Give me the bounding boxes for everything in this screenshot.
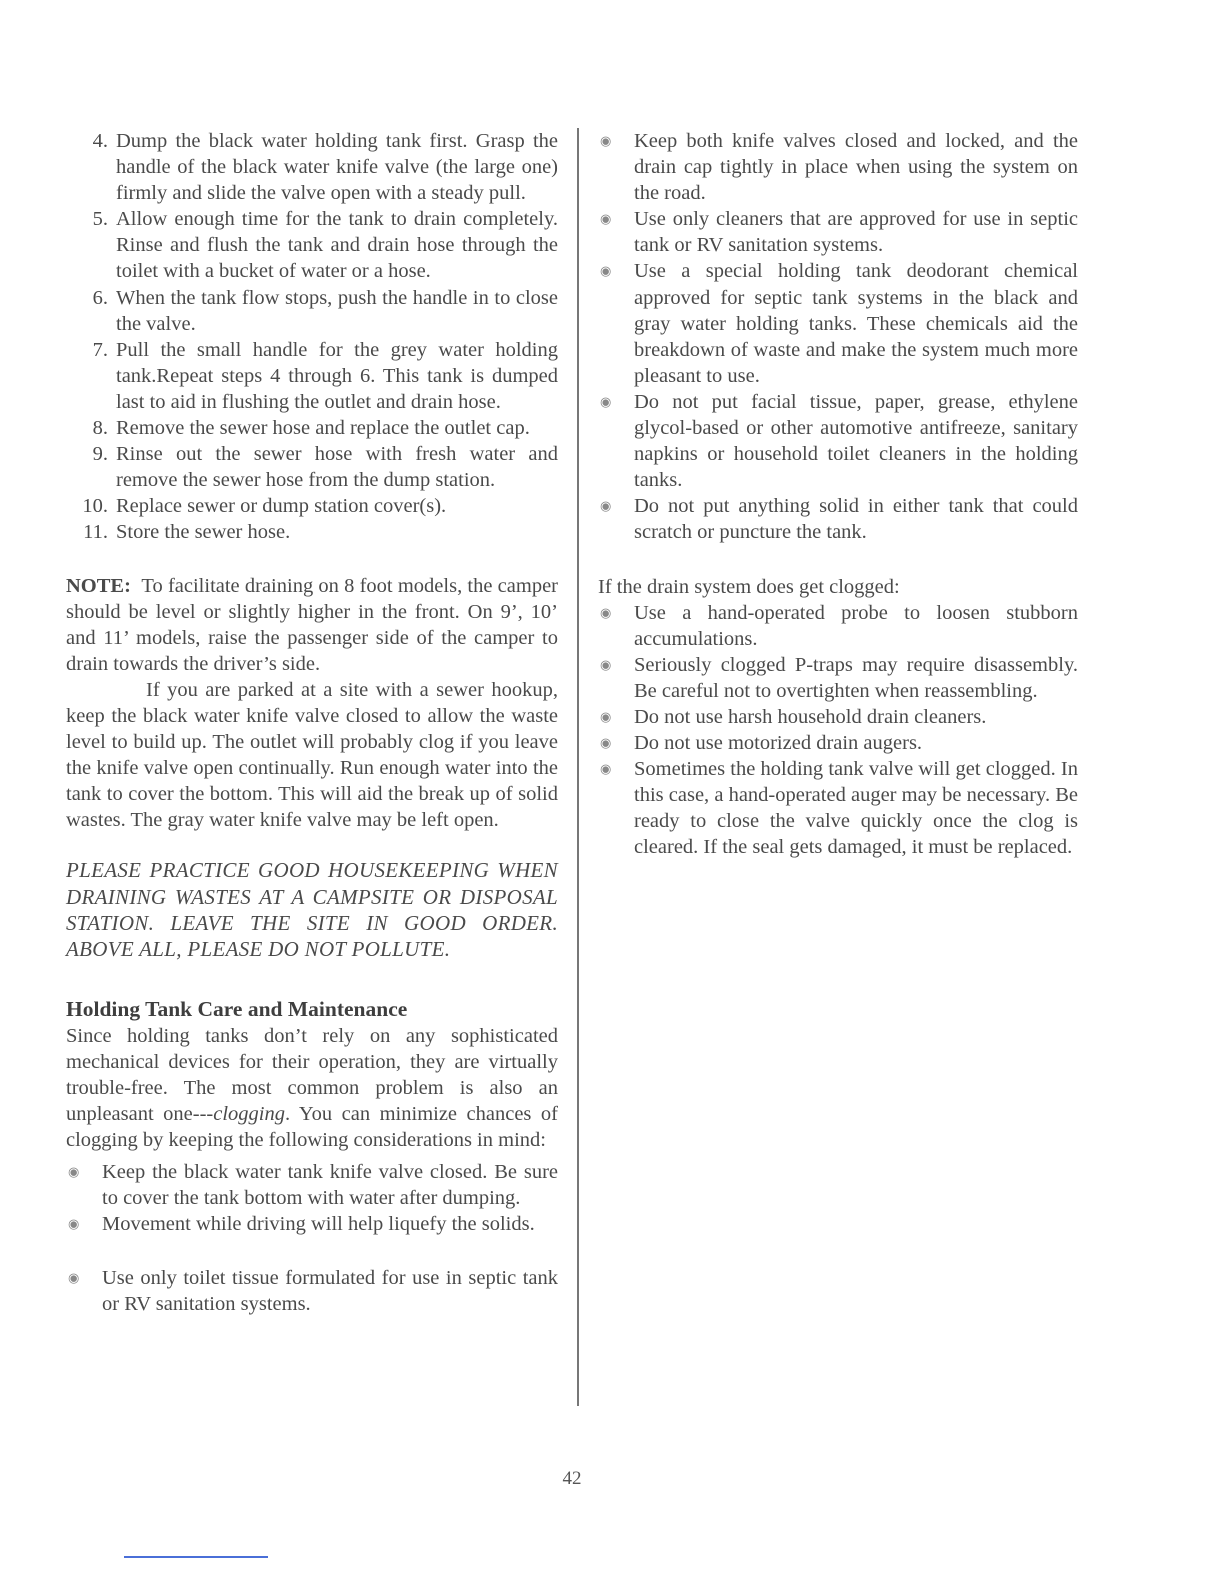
list-item: ◉ Use only cleaners that are approved for use in septic tank or RV sanitation systems.: [600, 208, 1078, 257]
bullet-icon: ◉: [600, 263, 612, 279]
section-heading: Holding Tank Care and Maintenance: [66, 996, 408, 1021]
bullet-icon: ◉: [600, 393, 612, 409]
list-item: 8. Remove the sewer hose and replace the outlet cap.: [92, 417, 530, 440]
bullet-icon: ◉: [600, 498, 612, 514]
bullet-icon: ◉: [68, 1216, 80, 1232]
bullet-icon: ◉: [600, 604, 612, 620]
housekeeping-notice: PLEASE PRACTICE GOOD HOUSEKEEPING WHEN DRAINING WASTES AT A CAMPSITE OR DISPOSAL STATION. LEAVE THE SITE IN GOOD ORDER. ABOVE ALL, PLEASE DO NOT POLLUTE.: [66, 858, 558, 962]
footer-rule: [124, 1556, 268, 1558]
list-item: ◉ Keep both knife valves closed and locked, and the drain cap tightly in place when using the system on the road.: [600, 130, 1078, 205]
bullet-icon: ◉: [600, 656, 612, 672]
list-item: 11. Store the sewer hose.: [83, 521, 291, 544]
clog-intro: If the drain system does get clogged:: [598, 575, 900, 598]
note-paragraph: NOTE: To facilitate draining on 8 foot models, the camper should be level or slightly higher in the front. On 9’, 10’ and 11’ models, raise the passenger side of the camper to drain towards the driver’s side.: [66, 574, 559, 675]
list-item: ◉ Do not put anything solid in either tank that could scratch or puncture the tank.: [600, 495, 1078, 544]
list-item: ◉ Movement while driving will help liquefy the solids.: [66, 1211, 558, 1237]
list-item: 7. Pull the small handle for the grey water holding tank.Repeat steps 4 through 6. This tank is dumped last to aid in flushing the outlet and drain hose.: [92, 338, 558, 413]
list-item: 10. Replace sewer or dump station cover(s).: [82, 495, 447, 518]
maintenance-tips-right: [598, 128, 1078, 546]
list-item: ◉ Use only toilet tissue formulated for use in septic tank or RV sanitation systems.: [68, 1267, 558, 1316]
list-item: ◉ Seriously clogged P-traps may require disassembly. Be careful not to overtighten when reassembling.: [600, 653, 1078, 702]
maintenance-tips-left: [66, 1159, 558, 1317]
list-item: 6. When the tank flow stops, push the handle in to close the valve.: [92, 286, 558, 335]
bullet-icon: ◉: [600, 761, 612, 777]
list-item: ◉ Do not put facial tissue, paper, grease, ethylene glycol-based or other automotive antifreeze, sanitary napkins or household toilet cleaners in the holding tanks.: [600, 390, 1078, 492]
clog-tips-list: [598, 600, 1078, 861]
right-column: [598, 128, 1078, 861]
dumping-steps-list: [66, 128, 558, 546]
maintenance-intro: Since holding tanks don’t rely on any sophisticated mechanical devices for their operation, they are virtually trouble-free. The most common problem is also an unpleasant one---clogging. You can minimize chances of clogging by keeping the following considerations in mind:: [66, 1024, 558, 1151]
list-item: 9. Rinse out the sewer hose with fresh water and remove the sewer hose from the dump station.: [92, 443, 558, 492]
bullet-icon: ◉: [600, 708, 612, 724]
bullet-icon: ◉: [600, 133, 612, 148]
bullet-icon: ◉: [68, 1164, 80, 1180]
list-item: ◉ Do not use motorized drain augers.: [598, 730, 1078, 756]
list-item: ◉ Do not use harsh household drain cleaners.: [598, 704, 1078, 730]
page-number: 42: [562, 1468, 582, 1489]
list-item: ◉ Keep the black water tank knife valve closed. Be sure to cover the tank bottom with water after dumping.: [68, 1161, 558, 1210]
bullet-icon: ◉: [600, 211, 612, 227]
left-column: [66, 128, 558, 1318]
sewer-hookup-paragraph: If you are parked at a site with a sewer hookup, keep the black water knife valve closed to allow the waste level to build up. The outlet will probably clog if you leave the knife valve open continually. Run enough water into the tank to cover the bottom. This will aid the break up of solid wastes. The gray water knife valve may be left open.: [66, 678, 558, 832]
list-item: ◉ Sometimes the holding tank valve will get clogged. In this case, a hand-operated auger may be necessary. Be ready to close the valve quickly once the clog is cleared. If the seal gets damaged, it must be replaced.: [600, 758, 1078, 859]
bullet-icon: ◉: [68, 1270, 80, 1286]
list-item: 5. Allow enough time for the tank to drain completely. Rinse and flush the tank and drain hose through the toilet with a bucket of water or a hose.: [92, 208, 558, 283]
bullet-icon: ◉: [600, 735, 612, 751]
list-item: ◉ Use a special holding tank deodorant chemical approved for septic tank systems in the black and gray water holding tanks. These chemicals aid the breakdown of waste and make the system much more pleasant to use.: [600, 260, 1078, 387]
column-divider: [577, 128, 579, 1406]
list-item: ◉ Use a hand-operated probe to loosen stubborn accumulations.: [600, 601, 1078, 650]
list-item: 4. Dump the black water holding tank first. Grasp the handle of the black water knife valve (the large one) firmly and slide the valve open with a steady pull.: [92, 130, 558, 205]
